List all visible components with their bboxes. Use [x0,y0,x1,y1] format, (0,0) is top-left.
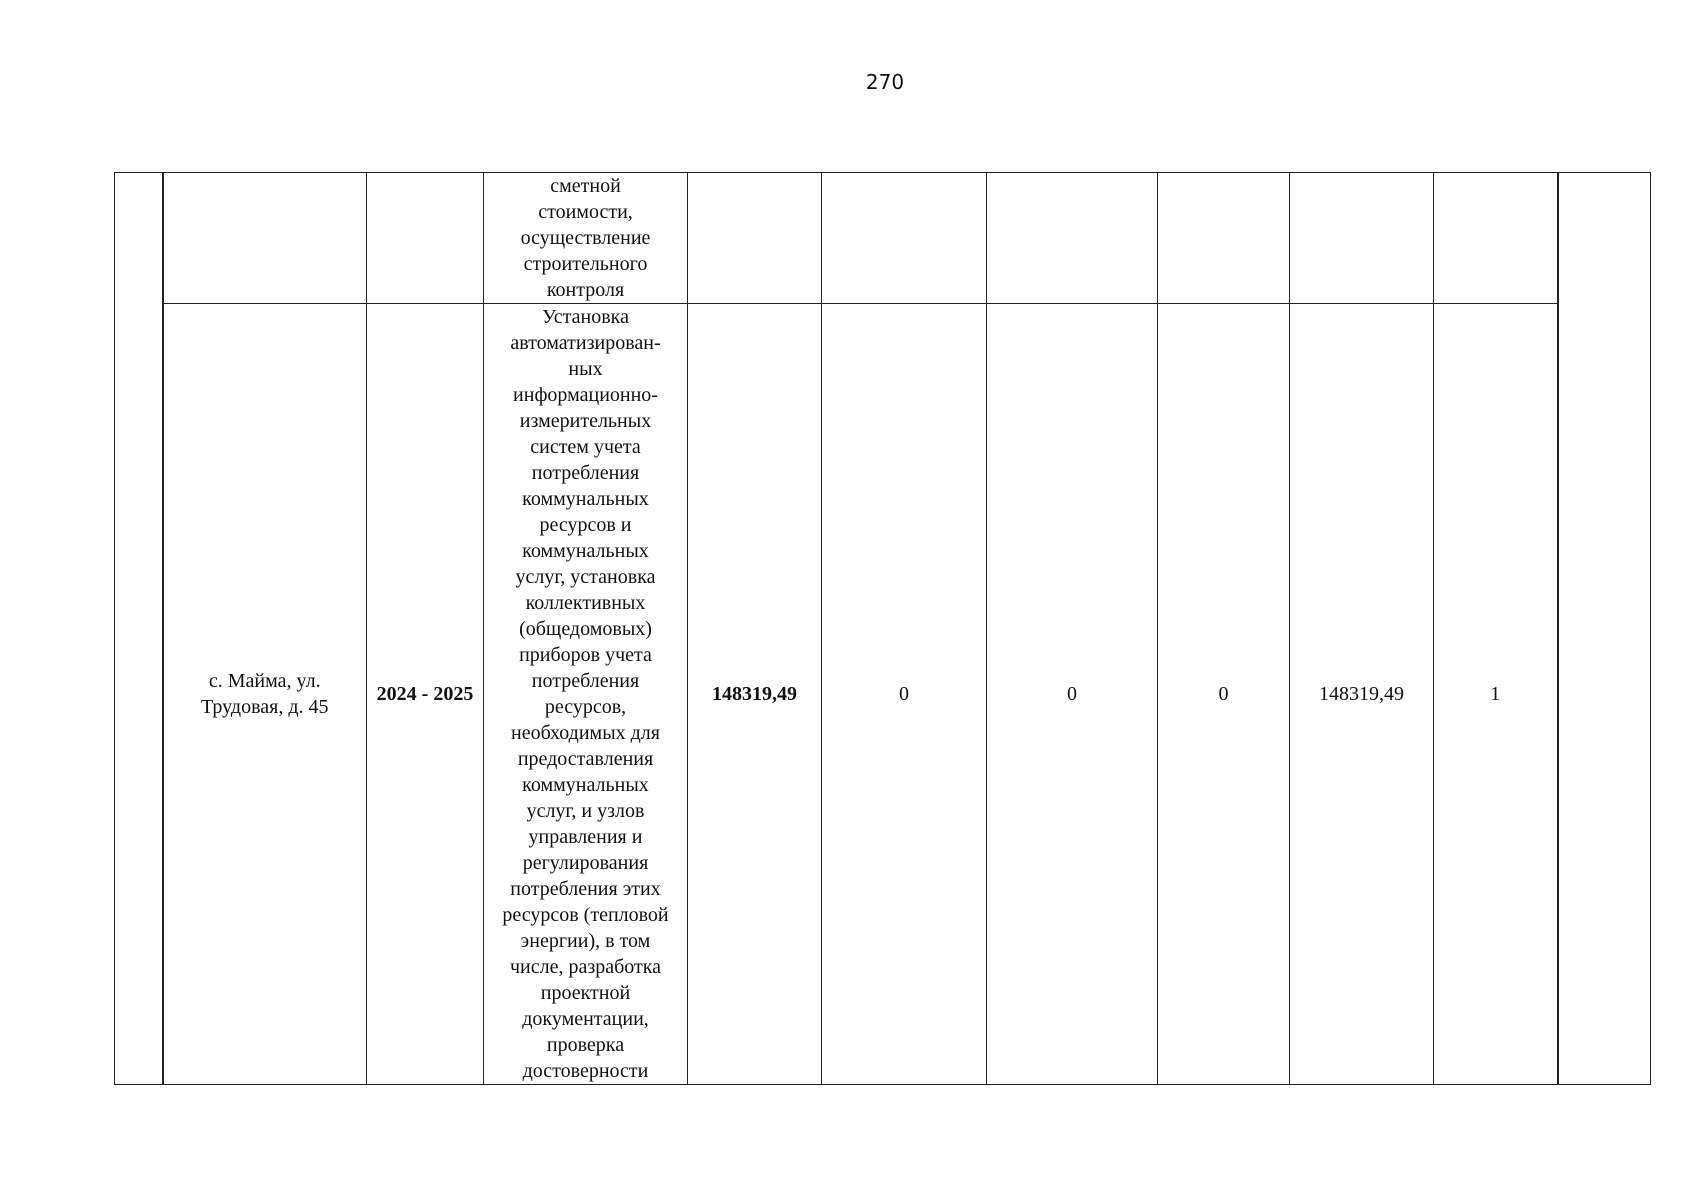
description-line: ресурсов и [539,514,632,536]
page-number: 270 [865,70,905,94]
description-line: потребления [531,462,640,484]
description-line: регулирования [522,852,649,874]
period-cell: 2024 - 2025 [367,304,484,1085]
description-line: необходимых для [511,722,660,744]
description-line: коммунальных [522,774,649,796]
description-line: услуг, установка [515,566,656,588]
table-row-continuation [115,173,1651,304]
description-line: документации, [522,1008,649,1030]
table-row-main [115,304,1651,1085]
description-cell [484,173,688,304]
description-line: числе, разработка [509,956,662,978]
value-cell-2 [987,173,1158,304]
description-line: достоверности [522,1060,649,1082]
description-line: услуг, и узлов [526,800,645,822]
description-line: управления и [528,826,643,848]
description-line: предоставления [517,748,654,770]
description-line: стоимости, [538,201,633,223]
description-line: коммунальных [522,488,649,510]
description-line: коллективных [525,592,646,614]
value-cell-2: 0 [987,304,1158,1085]
count-cell: 1 [1434,304,1558,1085]
description-line: осуществление [520,227,651,249]
description-line: проектной [540,982,631,1004]
description-line: коммунальных [522,540,649,562]
description-line: измерительных [519,410,652,432]
right-margin-cell [1558,173,1651,1085]
description-line: Установка [542,306,629,328]
data-table [114,172,1651,1085]
row-number-cell [115,173,163,1085]
description-line: энергии), в том [520,930,651,952]
description-line: контроля [546,279,625,301]
description-line: потребления [531,670,640,692]
description-line: ресурсов (тепловой [502,904,669,926]
total-cell: 148319,49 [688,304,822,1085]
description-line: потребления этих [510,878,661,900]
description-line: сметной [550,175,621,197]
count-cell [1434,173,1558,304]
description-line: проверка [546,1034,625,1056]
value-cell-1: 0 [822,304,987,1085]
description-line: информационно- [513,384,658,406]
description-line: ресурсов, [544,696,627,718]
description-line: ных [568,358,603,380]
value-cell-1 [822,173,987,304]
description-cell [484,304,688,1085]
value-cell-3: 0 [1158,304,1290,1085]
period-cell [367,173,484,304]
description-line: (общедомовых) [519,618,652,640]
address-cell [163,173,367,304]
description-line: систем учета [530,436,641,458]
address-cell: с. Майма, ул. Трудовая, д. 45 [163,304,367,1085]
value-cell-4: 148319,49 [1290,304,1434,1085]
value-cell-4 [1290,173,1434,304]
description-line: строительного [523,253,648,275]
total-cell [688,173,822,304]
value-cell-3 [1158,173,1290,304]
description-line: автоматизирован- [510,332,661,354]
description-line: приборов учета [519,644,652,666]
